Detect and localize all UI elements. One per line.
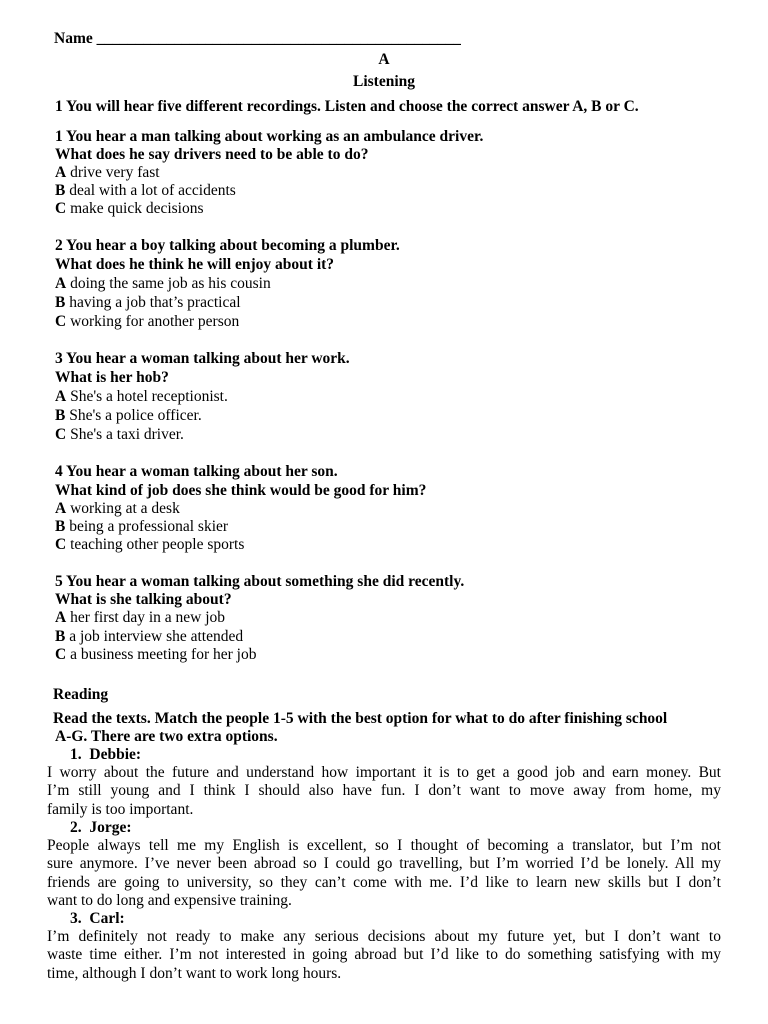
option-text: make quick decisions [70, 200, 204, 217]
person-name: Debbie: [89, 746, 142, 763]
option-c [55, 536, 244, 554]
option-letter: A [55, 609, 67, 626]
person-1-text [47, 764, 721, 819]
option-text: being a professional skier [69, 518, 229, 535]
option-b [55, 294, 241, 312]
question-prompt: 4 You hear a woman talking about her son. [55, 463, 338, 480]
section-title: Listening [352, 73, 415, 90]
option-text: working at a desk [70, 500, 180, 517]
option-text: She's a police officer. [69, 407, 202, 424]
section-letter: A [378, 51, 390, 68]
question-text: What kind of job does she think would be good for him? [55, 482, 427, 499]
option-letter: B [55, 518, 66, 535]
text-line: want to do long and expensive training. [47, 891, 292, 909]
text-line: family is too important. [47, 800, 194, 818]
option-letter: C [55, 426, 67, 443]
option-c [55, 200, 204, 218]
option-letter: B [55, 628, 66, 645]
text-line: I worry about the future and understand how important it is to get a good job and earn money. But [47, 764, 721, 781]
option-letter: A [55, 500, 67, 517]
option-b [55, 628, 243, 646]
option-text: drive very fast [70, 164, 160, 181]
text-line: time, although I don’t want to work long hours. [47, 964, 342, 982]
reading-instruction-line-2: A-G. There are two extra options. [55, 728, 278, 745]
option-letter: C [55, 646, 67, 663]
person-1-heading [70, 746, 141, 764]
person-number: 2. [70, 819, 82, 836]
question-prompt: 5 You hear a woman talking about something she did recently. [55, 573, 465, 590]
question-text: What does he say drivers need to be able to do? [55, 146, 369, 163]
option-letter: A [55, 275, 67, 292]
option-text: She's a hotel receptionist. [70, 388, 228, 405]
option-c [55, 646, 256, 664]
option-text: her first day in a new job [70, 609, 226, 626]
option-text: deal with a lot of accidents [69, 182, 236, 199]
option-a [55, 388, 228, 406]
option-letter: A [55, 388, 67, 405]
question-text: What is she talking about? [55, 591, 232, 608]
option-a [55, 164, 160, 182]
person-3-heading [70, 910, 125, 928]
option-letter: B [55, 407, 66, 424]
option-text: a business meeting for her job [70, 646, 257, 663]
person-name: Carl: [89, 910, 125, 927]
option-letter: C [55, 313, 67, 330]
option-text: working for another person [70, 313, 240, 330]
reading-title: Reading [53, 686, 109, 703]
option-c [55, 313, 239, 331]
person-2-heading [70, 819, 132, 837]
name-blank: _______________________________________________ [96, 30, 461, 47]
option-text: She's a taxi driver. [70, 426, 184, 443]
option-text: having a job that’s practical [69, 294, 241, 311]
option-a [55, 275, 271, 293]
person-2-text [47, 837, 721, 910]
option-letter: A [55, 164, 67, 181]
person-number: 3. [70, 910, 82, 927]
name-field [54, 30, 461, 48]
option-text: a job interview she attended [69, 628, 244, 645]
text-line: sure anymore. I’ve never been abroad so I could go travelling, but I’m worried I’d be lonely. All my [47, 855, 721, 873]
option-text: doing the same job as his cousin [70, 275, 271, 292]
option-c [55, 426, 184, 444]
text-line: waste time either. I’m not interested in going abroad but I’d like to do something satisfying with my [47, 946, 721, 964]
option-b [55, 407, 202, 425]
option-a [55, 609, 225, 627]
person-3-text [47, 928, 721, 983]
question-prompt: 1 You hear a man talking about working as an ambulance driver. [55, 128, 484, 145]
option-letter: C [55, 536, 67, 553]
option-a [55, 500, 180, 518]
text-line: friends are going to university, so they can’t come with me. I’d like to learn new skills but I don’t [47, 873, 721, 891]
person-number: 1. [70, 746, 82, 763]
option-letter: C [55, 200, 67, 217]
text-line: I’m still young and I think I should also have fun. I don’t want to move away from home, my [47, 782, 721, 800]
option-text: teaching other people sports [70, 536, 245, 553]
name-label: Name [54, 30, 93, 47]
option-b [55, 182, 236, 200]
question-prompt: 3 You hear a woman talking about her work. [55, 350, 350, 367]
person-name: Jorge: [89, 819, 132, 836]
question-prompt: 2 You hear a boy talking about becoming a plumber. [55, 237, 400, 254]
text-line: People always tell me my English is excellent, so I thought of becoming a translator, but I’m not [47, 837, 721, 854]
listening-instruction: 1 You will hear five different recordings. Listen and choose the correct answer A, B or C. [55, 98, 639, 115]
question-text: What is her hob? [55, 369, 169, 386]
question-text: What does he think he will enjoy about it? [55, 256, 335, 273]
option-letter: B [55, 294, 66, 311]
option-letter: B [55, 182, 66, 199]
option-b [55, 518, 228, 536]
reading-instruction-line-1: Read the texts. Match the people 1-5 with the best option for what to do after finishing school [53, 710, 668, 727]
text-line: I’m definitely not ready to make any serious decisions about my future yet, but I don’t want to [47, 928, 721, 945]
